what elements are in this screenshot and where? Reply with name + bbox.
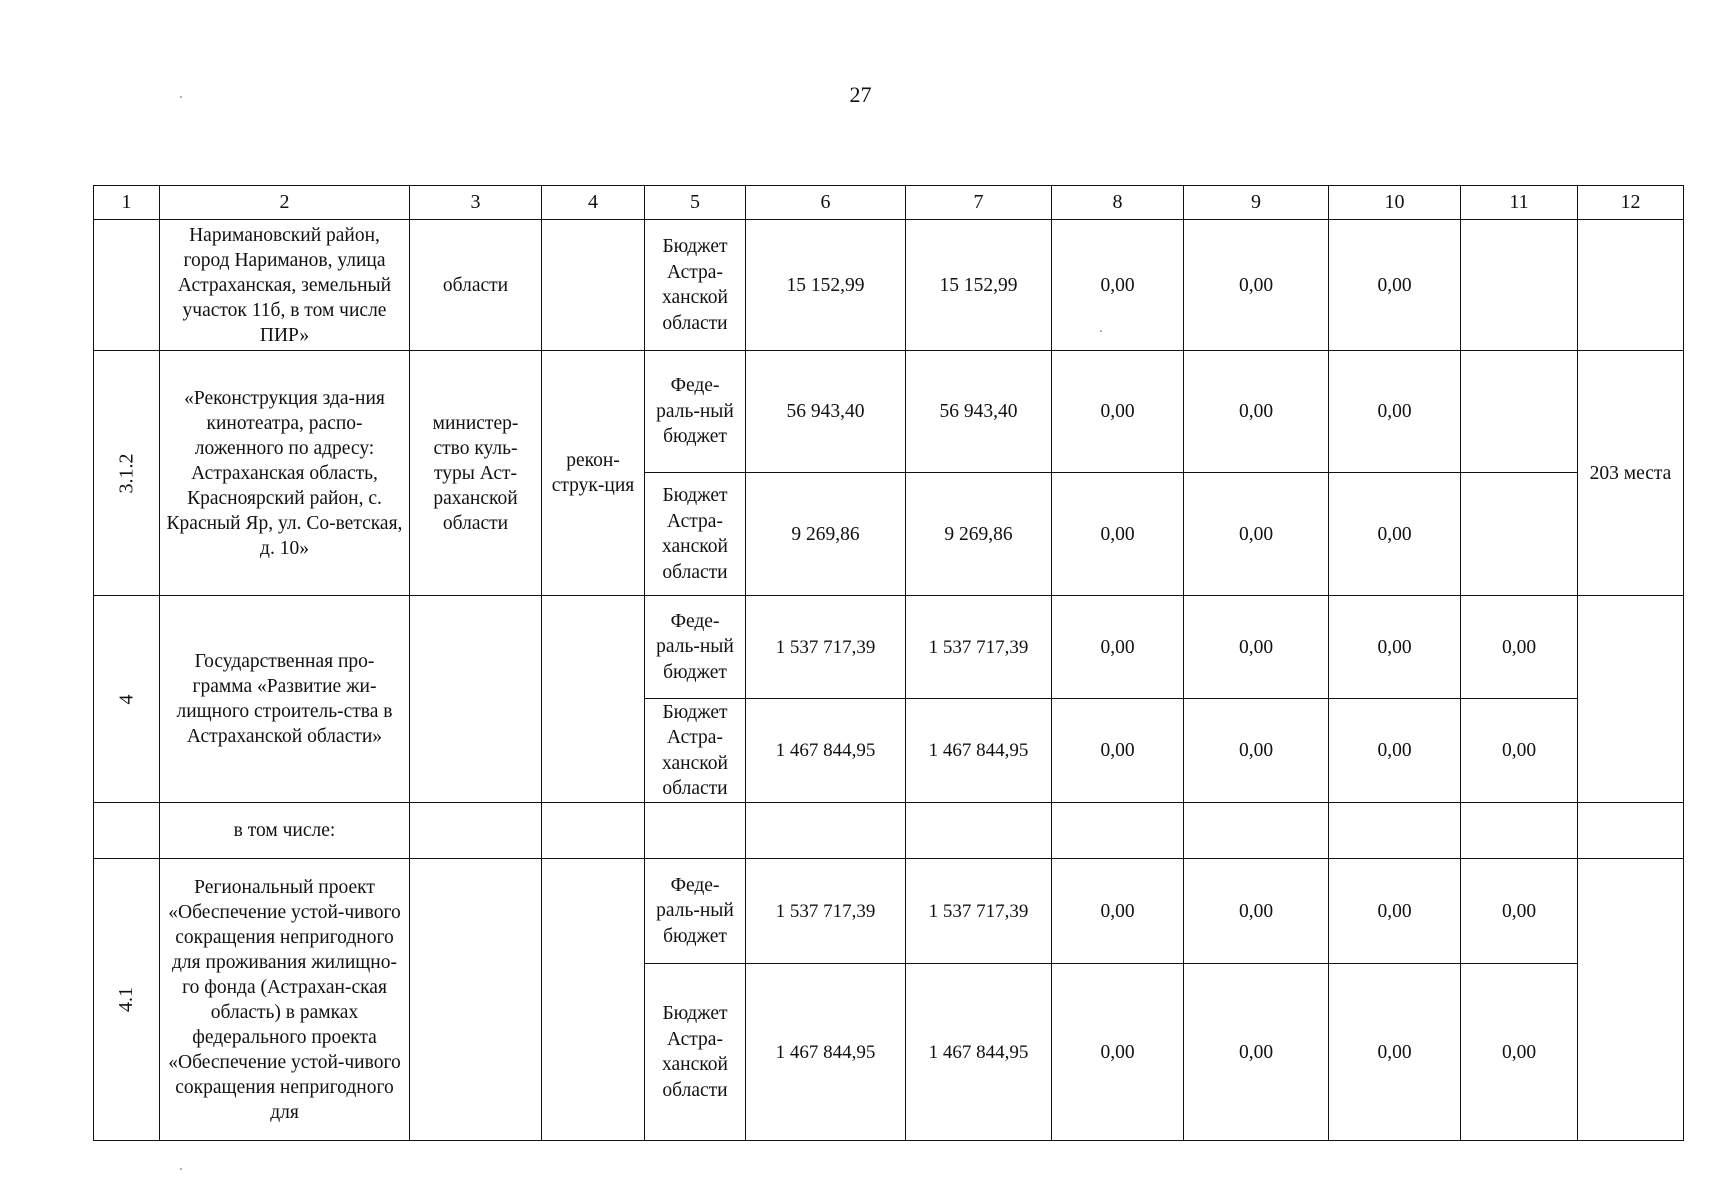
scan-speck (180, 1168, 182, 1170)
empty-cell (1184, 803, 1329, 859)
capacity-cell: 203 места (1578, 351, 1684, 596)
empty-cell (1329, 803, 1461, 859)
executor (410, 596, 542, 803)
value-cell: 0,00 (1052, 473, 1184, 596)
value-cell: 0,00 (1184, 220, 1329, 351)
col-header: 1 (94, 186, 160, 220)
row-number (94, 803, 160, 859)
value-cell: 0,00 (1184, 964, 1329, 1141)
value-cell: 0,00 (1461, 964, 1578, 1141)
col-header: 5 (645, 186, 746, 220)
action-type: рекон-струк-ция (542, 351, 645, 596)
col-header: 8 (1052, 186, 1184, 220)
value-cell: 0,00 (1329, 596, 1461, 699)
value-cell: 0,00 (1329, 964, 1461, 1141)
empty-cell (645, 803, 746, 859)
value-cell: 0,00 (1052, 596, 1184, 699)
value-cell: 56 943,40 (746, 351, 906, 473)
including-label: в том числе: (160, 803, 410, 859)
value-cell: 0,00 (1052, 220, 1184, 351)
value-cell: 0,00 (1184, 859, 1329, 964)
empty-cell (1052, 803, 1184, 859)
column-number-row (94, 186, 1684, 220)
value-cell: 56 943,40 (906, 351, 1052, 473)
value-cell (1461, 220, 1578, 351)
row-number-text: 3.1.2 (115, 453, 137, 493)
row-number-text: 4.1 (115, 987, 137, 1012)
empty-cell (1461, 803, 1578, 859)
value-cell: 0,00 (1329, 220, 1461, 351)
empty-cell (410, 803, 542, 859)
col-header: 10 (1329, 186, 1461, 220)
value-cell (1461, 473, 1578, 596)
value-cell: 0,00 (1052, 699, 1184, 803)
value-cell: 15 152,99 (906, 220, 1052, 351)
budget-table (93, 185, 1684, 1141)
object-name: Государственная про-грамма «Развитие жи-лищного строитель-ства в Астраханской области» (160, 596, 410, 803)
funding-source: Бюджет Астра-ханской области (645, 220, 746, 351)
value-cell (1461, 351, 1578, 473)
table-row (94, 803, 1684, 859)
value-cell: 1 467 844,95 (906, 699, 1052, 803)
col-header: 4 (542, 186, 645, 220)
value-cell: 0,00 (1184, 699, 1329, 803)
value-cell: 15 152,99 (746, 220, 906, 351)
value-cell: 0,00 (1329, 859, 1461, 964)
table-row (94, 351, 1684, 473)
table-row (94, 596, 1684, 699)
object-name: Наримановский район, город Нариманов, улица Астраханская, земельный участок 11б, в том числе ПИР» (160, 220, 410, 351)
value-cell: 0,00 (1184, 473, 1329, 596)
value-cell: 1 467 844,95 (746, 699, 906, 803)
value-cell: 1 467 844,95 (746, 964, 906, 1141)
value-cell (1578, 859, 1684, 1141)
value-cell: 1 537 717,39 (906, 859, 1052, 964)
row-number (94, 596, 160, 803)
value-cell: 0,00 (1052, 859, 1184, 964)
value-cell: 0,00 (1329, 699, 1461, 803)
value-cell (1578, 596, 1684, 803)
value-cell: 9 269,86 (906, 473, 1052, 596)
object-name: Региональный проект «Обеспечение устой-чивого сокращения непригодного для проживания жилищно-го фонда (Астрахан-ская область) в рамках федерального проекта «Обеспечение устой-чивого сокращения непригодного для (160, 859, 410, 1141)
funding-source: Бюджет Астра-ханской области (645, 473, 746, 596)
row-number-text: 4 (115, 694, 137, 704)
value-cell: 9 269,86 (746, 473, 906, 596)
table-row (94, 859, 1684, 964)
table-row (94, 220, 1684, 351)
value-cell: 0,00 (1461, 699, 1578, 803)
row-number (94, 859, 160, 1141)
col-header: 3 (410, 186, 542, 220)
scan-speck (180, 96, 182, 98)
object-name: «Реконструкция зда-ния кинотеатра, распо-ложенного по адресу: Астраханская область, Красноярский район, с. Красный Яр, ул. Со-ветская, д. 10» (160, 351, 410, 596)
value-cell: 0,00 (1461, 859, 1578, 964)
value-cell: 1 537 717,39 (906, 596, 1052, 699)
value-cell: 0,00 (1461, 596, 1578, 699)
empty-cell (906, 803, 1052, 859)
funding-source: Бюджет Астра-ханской области (645, 699, 746, 803)
action-type (542, 859, 645, 1141)
value-cell: 1 467 844,95 (906, 964, 1052, 1141)
executor: министер-ство куль-туры Аст-раханской области (410, 351, 542, 596)
funding-source: Феде-раль-ный бюджет (645, 596, 746, 699)
col-header: 2 (160, 186, 410, 220)
value-cell: 0,00 (1184, 351, 1329, 473)
action-type (542, 220, 645, 351)
funding-source: Феде-раль-ный бюджет (645, 351, 746, 473)
value-cell: 1 537 717,39 (746, 596, 906, 699)
col-header: 11 (1461, 186, 1578, 220)
funding-source: Бюджет Астра-ханской области (645, 964, 746, 1141)
value-cell: 0,00 (1052, 964, 1184, 1141)
row-number (94, 351, 160, 596)
action-type (542, 596, 645, 803)
value-cell: 1 537 717,39 (746, 859, 906, 964)
col-header: 9 (1184, 186, 1329, 220)
value-cell (1578, 220, 1684, 351)
empty-cell (542, 803, 645, 859)
col-header: 6 (746, 186, 906, 220)
executor: области (410, 220, 542, 351)
row-number (94, 220, 160, 351)
executor (410, 859, 542, 1141)
empty-cell (746, 803, 906, 859)
value-cell: 0,00 (1329, 351, 1461, 473)
page-number: 27 (849, 82, 872, 107)
value-cell: 0,00 (1052, 351, 1184, 473)
value-cell: 0,00 (1184, 596, 1329, 699)
empty-cell (1578, 803, 1684, 859)
col-header: 12 (1578, 186, 1684, 220)
col-header: 7 (906, 186, 1052, 220)
value-cell: 0,00 (1329, 473, 1461, 596)
funding-source: Феде-раль-ный бюджет (645, 859, 746, 964)
